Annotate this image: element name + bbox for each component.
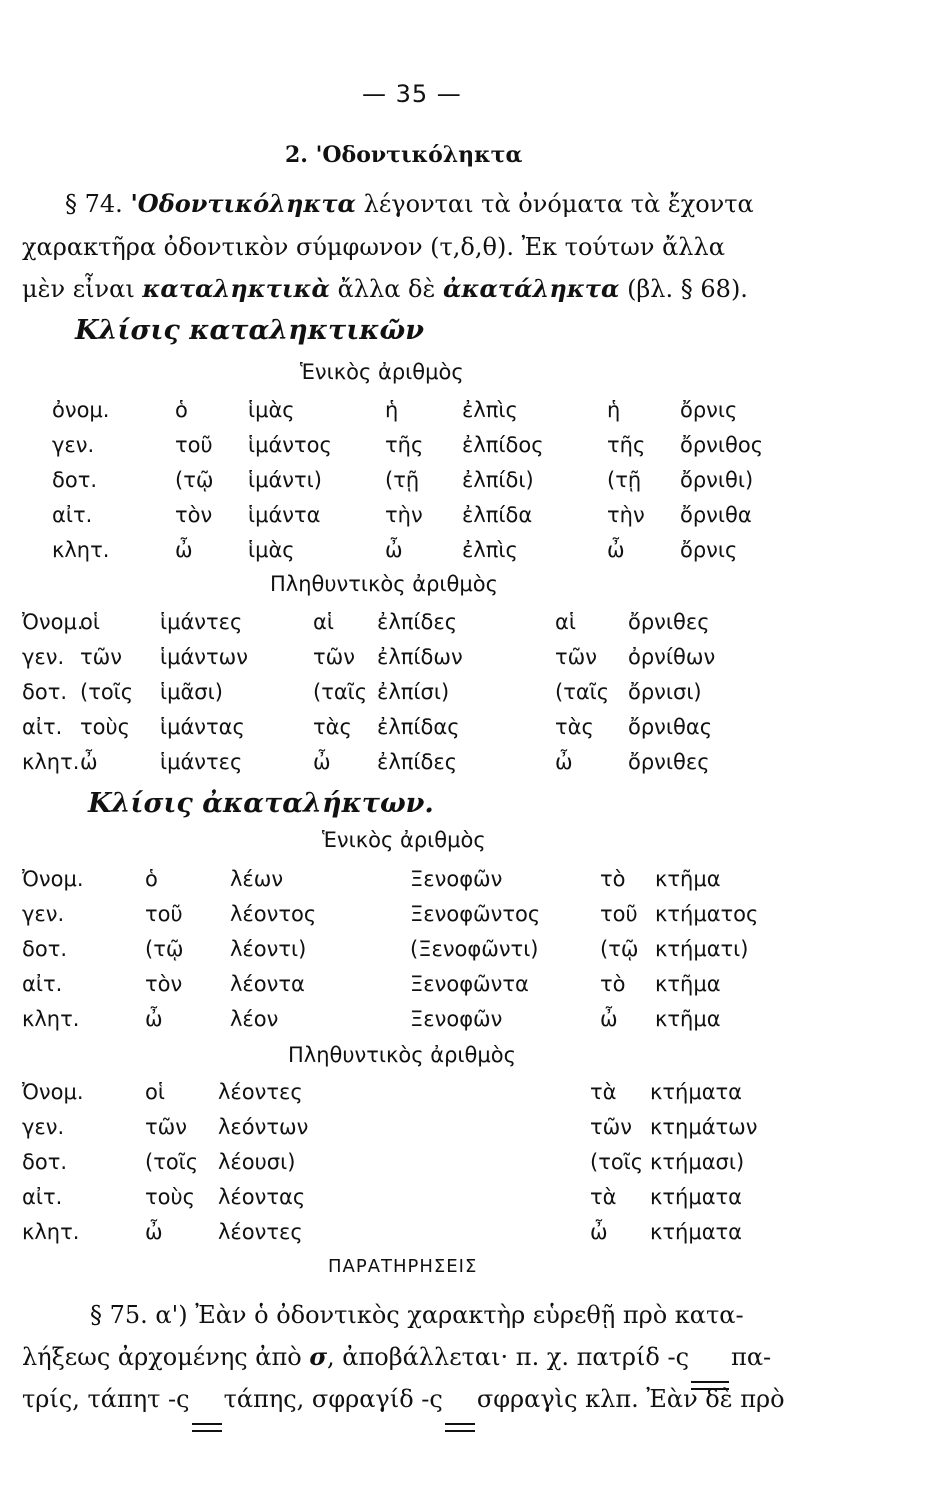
table-cell: κτήματα	[650, 1185, 743, 1209]
table-cell: τῶν	[80, 645, 122, 669]
table-cell: ὦ	[600, 1007, 618, 1031]
table-cell: ὦ	[555, 750, 573, 774]
case-label: αἰτ.	[22, 1185, 63, 1209]
table-cell: οἱ	[145, 1080, 165, 1104]
text: μὲν εἶναι	[22, 275, 143, 303]
table-cell: ἐλπίσι)	[377, 680, 450, 704]
table-cell: ὄρνις	[680, 398, 738, 422]
case-label: γεν.	[22, 645, 65, 669]
table-cell: τοὺς	[145, 1185, 195, 1209]
table-cell: τῶν	[313, 645, 355, 669]
observations-heading: ΠΑΡΑΤΗΡΗΣΕΙΣ	[328, 1256, 478, 1277]
case-label: αἰτ.	[22, 972, 63, 996]
table-cell: (τῇ	[607, 468, 642, 492]
table-cell: ὦ	[145, 1007, 163, 1031]
section-heading: 2. 'Οδοντικόληκτα	[285, 142, 523, 168]
title-catalectic: Κλίσις καταληκτικῶν	[75, 315, 424, 346]
intro-line-3	[22, 270, 748, 308]
table-cell: Ξενοφῶν	[410, 867, 503, 891]
table-cell: τῆς	[607, 433, 646, 457]
table-cell: ἱμάντων	[160, 645, 248, 669]
case-label: δοτ.	[22, 937, 68, 961]
table-cell: ἱμάντες	[160, 750, 243, 774]
case-label: δοτ.	[22, 680, 68, 704]
table-cell: λέοντας	[218, 1185, 306, 1209]
text: πα-	[731, 1343, 772, 1371]
table-cell: ὦ	[590, 1220, 608, 1244]
table-cell: λεόντων	[218, 1115, 309, 1139]
table-cell: Ξενοφῶν	[410, 1007, 503, 1031]
table-cell: (ταῖς	[313, 680, 368, 704]
table-cell: ἐλπίδες	[377, 610, 458, 634]
table-cell: λέοντα	[230, 972, 305, 996]
text: σφραγὶς κλπ. Ἐὰν δὲ πρὸ	[476, 1385, 785, 1413]
table-cell: τὴν	[607, 503, 645, 527]
table-cell: ἐλπίδι)	[462, 468, 534, 492]
singular-caption-2: Ἑνικὸς ἀριθμὸς	[322, 828, 486, 852]
table-cell: κτῆμα	[655, 972, 721, 996]
table-cell: ὄρνιθες	[628, 610, 710, 634]
text: λήξεως ἀρχομένης ἀπὸ	[22, 1343, 310, 1371]
table-cell: ὄρνιθα	[680, 503, 752, 527]
table-cell: ὄρνιθος	[680, 433, 764, 457]
table-cell: τὰς	[313, 715, 352, 739]
table-cell: οἱ	[80, 610, 100, 634]
table-cell: τὸ	[600, 867, 626, 891]
sigma-letter: σ	[309, 1342, 328, 1371]
table-cell: Ξενοφῶντα	[410, 972, 529, 996]
table-cell: κτήματα	[650, 1080, 743, 1104]
table-cell: ἱμᾶσι)	[160, 680, 223, 704]
case-label: Ὀνομ.	[22, 1080, 84, 1104]
table-cell: (τῷ	[600, 937, 639, 961]
case-label: κλητ.	[22, 750, 80, 774]
table-cell: ἡ	[385, 398, 399, 422]
table-cell: (τῷ	[145, 937, 184, 961]
table-cell: ὁ	[175, 398, 188, 422]
text: (βλ. § 68).	[619, 275, 748, 303]
text: τάπης, σφραγίδ -ς	[223, 1385, 443, 1413]
text: ἄλλα δὲ	[329, 275, 443, 303]
term-katalektika: καταληκτικὰ	[142, 274, 330, 303]
table-cell: λέων	[230, 867, 284, 891]
table-cell: ὦ	[607, 538, 625, 562]
table-cell: αἱ	[313, 610, 334, 634]
table-cell: κτῆμα	[655, 1007, 721, 1031]
table-cell: ὦ	[145, 1220, 163, 1244]
case-label: γεν.	[22, 1115, 65, 1139]
table-cell: κτήματα	[650, 1220, 743, 1244]
table-cell: τοῦ	[145, 902, 183, 926]
table-cell: λέοντι)	[230, 937, 307, 961]
case-label: δοτ.	[22, 1150, 68, 1174]
table-cell: λέον	[230, 1007, 279, 1031]
table-cell: ἐλπίδες	[377, 750, 458, 774]
table-cell: ὄρνισι)	[628, 680, 702, 704]
table-cell: τὸ	[600, 972, 626, 996]
table-cell: κτῆμα	[655, 867, 721, 891]
case-label: ὀνομ.	[52, 398, 110, 422]
table-cell: ἐλπίδων	[377, 645, 463, 669]
term-odontikolikta: 'Οδοντικόληκτα	[130, 189, 356, 218]
table-cell: ὄρνις	[680, 538, 738, 562]
table-cell: ὄρνιθας	[628, 715, 713, 739]
note75-line-3	[22, 1380, 785, 1418]
table-cell: ὄρνιθες	[628, 750, 710, 774]
table-cell: τῶν	[145, 1115, 187, 1139]
table-cell: ἐλπίδας	[377, 715, 460, 739]
table-cell: τὰ	[590, 1080, 617, 1104]
page-number: — 35 —	[362, 80, 462, 108]
case-label: δοτ.	[52, 468, 98, 492]
case-label: κλητ.	[52, 538, 110, 562]
note75-line-2	[22, 1338, 771, 1376]
table-cell: ἐλπὶς	[462, 398, 518, 422]
table-cell: ὦ	[175, 538, 193, 562]
table-cell: ἱμὰς	[248, 398, 295, 422]
table-cell: λέοντες	[218, 1220, 303, 1244]
plural-caption-2: Πληθυντικὸς ἀριθμὸς	[288, 1043, 516, 1067]
table-cell: ἐλπίδος	[462, 433, 544, 457]
table-cell: κτημάτων	[650, 1115, 758, 1139]
singular-caption: Ἑνικὸς ἀριθμὸς	[300, 360, 464, 384]
table-cell: κτήματι)	[655, 937, 749, 961]
title-acatalectic: Κλίσις ἀκαταλήκτων.	[88, 788, 434, 819]
table-cell: ἐλπὶς	[462, 538, 518, 562]
table-cell: (τοῖς	[590, 1150, 644, 1174]
table-cell: τοὺς	[80, 715, 130, 739]
table-cell: ὁ	[145, 867, 158, 891]
case-label: κλητ.	[22, 1220, 80, 1244]
plural-caption: Πληθυντικὸς ἀριθμὸς	[270, 572, 498, 596]
case-label: αἰτ.	[52, 503, 93, 527]
table-cell: ὦ	[385, 538, 403, 562]
case-label: γεν.	[22, 902, 65, 926]
table-cell: ἱμάντος	[248, 433, 332, 457]
table-cell: ἡ	[607, 398, 621, 422]
case-label: Ὀνομ.	[22, 867, 84, 891]
table-cell: Ξενοφῶντος	[410, 902, 541, 926]
intro-line-1	[65, 185, 754, 223]
table-cell: τῶν	[555, 645, 597, 669]
table-cell: τῶν	[590, 1115, 632, 1139]
table-cell: τὰς	[555, 715, 594, 739]
text: τρίς, τάπητ -ς	[22, 1385, 190, 1413]
table-cell: (τοῖς	[145, 1150, 199, 1174]
table-cell: ὄρνιθι)	[680, 468, 754, 492]
table-cell: (τῇ	[385, 468, 420, 492]
paragraph-number: § 74.	[65, 190, 131, 218]
table-cell: (τῷ	[175, 468, 214, 492]
table-cell: ὦ	[313, 750, 331, 774]
term-akatalekta: ἀκατάληκτα	[443, 274, 620, 303]
intro-line-2: χαρακτῆρα ὀδοντικὸν σύμφωνον (τ,δ,θ). Ἐκ τούτων ἄλλα	[22, 233, 725, 261]
note75-line-1: § 75. α') Ἐὰν ὁ ὀδοντικὸς χαρακτὴρ εὑρεθῇ πρὸ κατα-	[90, 1301, 744, 1329]
table-cell: κτήμασι)	[650, 1150, 745, 1174]
text: λέγονται τὰ ὀνόματα τὰ ἔχοντα	[356, 190, 754, 218]
table-cell: ἱμάντα	[248, 503, 321, 527]
table-cell: ὦ	[80, 750, 98, 774]
case-label: γεν.	[52, 433, 95, 457]
case-label: Ὀνομ.	[22, 610, 84, 634]
table-cell: ὀρνίθων	[628, 645, 716, 669]
table-cell: ἐλπίδα	[462, 503, 533, 527]
text: , ἀποβάλλεται· π. χ. πατρίδ -ς	[327, 1343, 690, 1371]
table-cell: κτήματος	[655, 902, 759, 926]
table-cell: αἱ	[555, 610, 576, 634]
table-cell: (τοῖς	[80, 680, 134, 704]
table-cell: τὸν	[175, 503, 213, 527]
table-cell: τοῦ	[175, 433, 213, 457]
table-cell: λέουσι)	[218, 1150, 296, 1174]
table-cell: τῆς	[385, 433, 424, 457]
table-cell: ἱμάντι)	[248, 468, 322, 492]
table-cell: τοῦ	[600, 902, 638, 926]
table-cell: (ταῖς	[555, 680, 610, 704]
table-cell: ἱμάντες	[160, 610, 243, 634]
table-cell: λέοντες	[218, 1080, 303, 1104]
table-cell: λέοντος	[230, 902, 317, 926]
case-label: κλητ.	[22, 1007, 80, 1031]
table-cell: τὰ	[590, 1185, 617, 1209]
case-label: αἰτ.	[22, 715, 63, 739]
table-cell: τὸν	[145, 972, 183, 996]
table-cell: ἱμάντας	[160, 715, 245, 739]
table-cell: τὴν	[385, 503, 423, 527]
table-cell: (Ξενοφῶντι)	[410, 937, 539, 961]
table-cell: ἱμὰς	[248, 538, 295, 562]
